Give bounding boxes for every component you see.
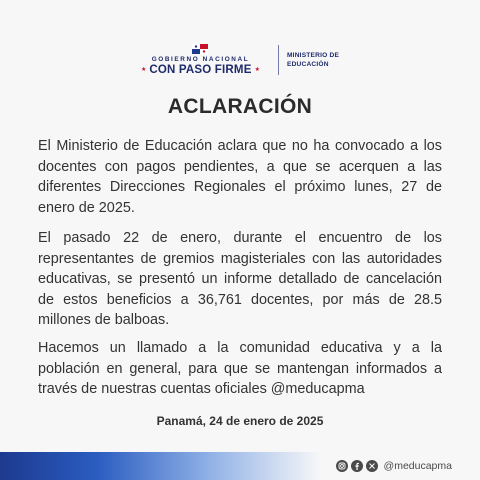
star-icon: ★ (140, 67, 147, 73)
gobierno-nacional-text: GOBIERNO NACIONAL (151, 56, 250, 63)
gobierno-logo (141, 44, 260, 76)
facebook-icon[interactable] (351, 460, 363, 472)
signoff-date: Panamá, 24 de enero de 2025 (156, 414, 324, 428)
instagram-icon[interactable] (336, 460, 348, 472)
paragraph-1: El Ministerio de Educación aclara que no ha convocado a los docentes con pagos pendientes, a que se acerquen a las diferentes Direcciones Regionales el próximo lunes, 27 de enero de 2025. (38, 138, 442, 216)
ministry-name (287, 51, 339, 69)
ministry-line-1: MINISTERIO DE (286, 52, 340, 59)
header-divider (278, 45, 279, 75)
page-title: ACLARACIÓN (167, 95, 313, 118)
footer-gradient-bar (0, 452, 320, 480)
slogan-text: CON PASO FIRME (149, 64, 252, 76)
paragraph-3: Hacemos un llamado a la comunidad educativa y a la población en general, para que se mantengan informados a través de nuestras cuentas oficiales @meducapma (38, 340, 442, 397)
ministry-line-2: EDUCACIÓN (286, 61, 329, 68)
header (0, 40, 480, 80)
panama-flag-icon (192, 44, 208, 54)
paragraph-2: El pasado 22 de enero, durante el encuentro de los representantes de gremios magisteriales con las autoridades educativas, se presentó un informe detallado de cancelación de estos beneficios a 36,761 docentes, por más de 28.5 millones de balboas. (38, 230, 442, 328)
star-icon: ★ (254, 67, 260, 73)
social-links (336, 460, 452, 472)
x-icon[interactable] (366, 460, 378, 472)
social-handle[interactable]: @meducapma (383, 460, 452, 472)
